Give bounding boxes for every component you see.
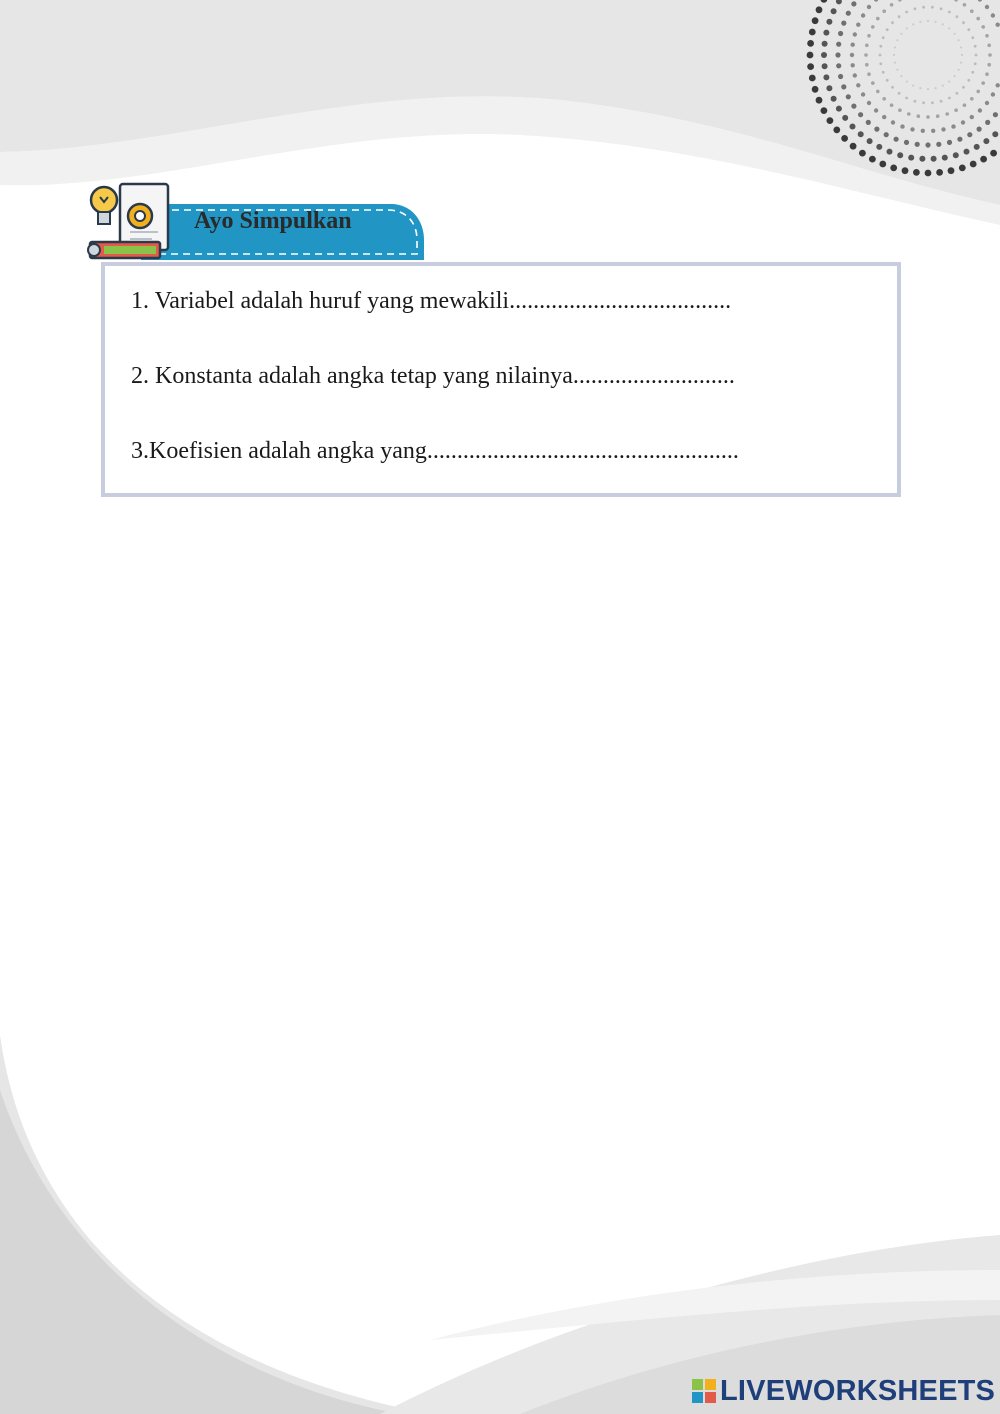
- decoration-dot: [850, 124, 856, 130]
- decoration-dot: [866, 120, 871, 125]
- decoration-dot: [894, 46, 896, 48]
- decoration-dot: [970, 9, 974, 13]
- decoration-dot: [958, 39, 960, 41]
- decoration-dot: [912, 23, 914, 25]
- decoration-dot: [896, 69, 898, 71]
- decoration-dot: [985, 5, 989, 9]
- decoration-dot: [842, 115, 848, 121]
- decoration-dot: [917, 114, 921, 118]
- decoration-dot: [853, 32, 857, 36]
- decoration-dot: [985, 72, 989, 76]
- decoration-dot: [990, 150, 997, 157]
- decoration-dot: [851, 43, 855, 47]
- decoration-dot: [869, 156, 876, 163]
- decoration-dot: [816, 97, 823, 104]
- decoration-dot: [876, 17, 880, 21]
- decoration-dot: [890, 3, 894, 7]
- decoration-dot: [856, 23, 860, 27]
- decoration-dot: [891, 120, 895, 124]
- decoration-dot: [942, 85, 944, 87]
- decoration-dot: [821, 107, 828, 114]
- decoration-dot: [970, 161, 977, 168]
- decoration-dot: [809, 29, 816, 36]
- decoration-dot: [951, 124, 955, 128]
- decoration-dot: [890, 165, 897, 172]
- decoration-dot: [925, 170, 932, 177]
- decoration-dot: [993, 112, 998, 117]
- decoration-dot: [948, 27, 950, 29]
- decoration-dot: [874, 108, 878, 112]
- decoration-dot: [841, 84, 846, 89]
- decoration-dot: [882, 97, 886, 101]
- decoration-dot: [831, 96, 837, 102]
- decoration-dot: [971, 71, 974, 74]
- decoration-dot: [851, 63, 855, 67]
- decoration-dot: [980, 156, 987, 163]
- decoration-dot: [841, 135, 848, 142]
- statement-2: 2. Konstanta adalah angka tetap yang nilainya...........................: [131, 363, 735, 389]
- decoration-dot: [921, 129, 925, 133]
- decoration-dot: [985, 34, 989, 38]
- decoration-dot: [977, 127, 982, 132]
- decoration-dot: [948, 81, 950, 83]
- decoration-dot: [967, 28, 970, 31]
- decoration-dot: [876, 90, 880, 94]
- decoration-dot: [835, 52, 840, 57]
- decoration-dot: [948, 97, 951, 100]
- liveworksheets-logo-icon: [692, 1379, 716, 1403]
- decoration-dot: [985, 101, 989, 105]
- section-title: Ayo Simpulkan: [194, 208, 352, 234]
- decoration-dot: [816, 6, 823, 13]
- decoration-dot: [974, 144, 980, 150]
- decoration-dot: [898, 92, 901, 95]
- decoration-dot: [996, 23, 1000, 27]
- decoration-dot: [807, 63, 814, 70]
- decoration-dot: [964, 149, 970, 155]
- decoration-dot: [859, 150, 866, 157]
- decoration-dot: [963, 3, 967, 7]
- decoration-dot: [884, 132, 889, 137]
- decoration-dot: [922, 6, 925, 9]
- decoration-dot: [948, 11, 951, 14]
- decoration-dot: [974, 62, 977, 65]
- decoration-dot: [887, 149, 893, 155]
- decoration-dot: [914, 7, 917, 10]
- decoration-dot: [975, 54, 978, 57]
- decoration-dot: [960, 46, 962, 48]
- decoration-dot: [963, 103, 967, 107]
- decoration-dot: [822, 41, 828, 47]
- decoration-dot: [867, 5, 871, 9]
- decoration-dot: [936, 114, 940, 118]
- decoration-dot: [822, 63, 828, 69]
- decoration-dot: [827, 117, 834, 124]
- decoration-dot: [991, 92, 995, 96]
- statement-3: 3.Koefisien adalah angka yang....................................................: [131, 438, 739, 464]
- decoration-dot: [891, 21, 894, 24]
- decoration-dot: [987, 44, 991, 48]
- decoration-dot: [935, 87, 937, 89]
- decoration-dot: [900, 75, 902, 77]
- decoration-dot: [976, 90, 980, 94]
- decoration-dot: [882, 115, 886, 119]
- decoration-dot: [900, 124, 904, 128]
- decoration-dot: [807, 52, 814, 59]
- decoration-dot: [956, 92, 959, 95]
- decoration-dot: [879, 161, 886, 168]
- decoration-dot: [961, 54, 963, 56]
- decoration-dot: [991, 13, 995, 17]
- decoration-dot: [988, 53, 992, 57]
- decoration-dot: [833, 126, 840, 133]
- decoration-dot: [914, 100, 917, 103]
- decoration-dot: [967, 79, 970, 82]
- decoration-dot: [902, 167, 909, 174]
- decoration-dot: [882, 71, 885, 74]
- decoration-dot: [947, 140, 952, 145]
- decoration-dot: [927, 20, 929, 22]
- decoration-dot: [945, 112, 949, 116]
- decoration-dot: [894, 137, 899, 142]
- decoration-dot: [976, 17, 980, 21]
- decoration-dot: [919, 87, 921, 89]
- decoration-dot: [879, 62, 882, 65]
- decoration-dot: [981, 81, 985, 85]
- decoration-dot: [925, 142, 930, 147]
- decoration-dot: [861, 92, 865, 96]
- decoration-dot: [826, 85, 832, 91]
- decoration-dot: [967, 132, 972, 137]
- decoration-dot: [807, 40, 814, 47]
- decoration-dot: [850, 53, 854, 57]
- bottom-wave-inner: [0, 1090, 400, 1414]
- decoration-dot: [960, 62, 962, 64]
- decoration-dot: [940, 100, 943, 103]
- decoration-dot: [936, 142, 941, 147]
- decoration-dot: [904, 140, 909, 145]
- decoration-dot: [957, 137, 962, 142]
- decoration-dot: [954, 33, 956, 35]
- decoration-dot: [812, 17, 819, 24]
- decoration-dot: [956, 15, 959, 18]
- decoration-dot: [906, 81, 908, 83]
- decoration-dot: [858, 131, 864, 137]
- decoration-dot: [915, 142, 920, 147]
- decoration-dot: [953, 152, 959, 158]
- decoration-dot: [838, 74, 843, 79]
- decoration-dot: [900, 33, 902, 35]
- decoration-dot: [941, 127, 945, 131]
- decoration-dot: [906, 27, 908, 29]
- decoration-dot: [853, 73, 857, 77]
- decoration-dot: [823, 30, 829, 36]
- decoration-dot: [865, 63, 869, 67]
- decoration-dot: [958, 69, 960, 71]
- decoration-dot: [882, 36, 885, 39]
- decoration-dot: [931, 6, 934, 9]
- decoration-dot: [886, 28, 889, 31]
- decoration-dot: [898, 108, 902, 112]
- decoration-dot: [931, 129, 935, 133]
- decoration-dot: [962, 21, 965, 24]
- decoration-dot: [867, 138, 873, 144]
- decoration-dot: [970, 97, 974, 101]
- decoration-dot: [992, 131, 998, 137]
- decoration-dot: [942, 155, 948, 161]
- decoration-dot: [861, 13, 865, 17]
- decoration-dot: [846, 11, 851, 16]
- decoration-dot: [865, 44, 869, 48]
- decoration-dot: [867, 101, 871, 105]
- decoration-dot: [886, 79, 889, 82]
- decoration-dot: [940, 7, 943, 10]
- liveworksheets-logo: [692, 1374, 995, 1408]
- decoration-dot: [954, 108, 958, 112]
- decoration-dot: [931, 156, 937, 162]
- decoration-dot: [935, 21, 937, 23]
- decoration-dot: [867, 72, 871, 76]
- decoration-dot: [985, 120, 990, 125]
- decoration-dot: [846, 94, 851, 99]
- idea-gear-document-icon: [88, 184, 168, 258]
- decoration-dot: [931, 101, 934, 104]
- decoration-dot: [851, 104, 856, 109]
- decoration-dot: [996, 83, 1000, 87]
- decoration-dot: [926, 115, 930, 119]
- decoration-dot: [905, 11, 908, 14]
- decoration-dot: [850, 143, 857, 150]
- decoration-dot: [954, 75, 956, 77]
- decoration-dot: [826, 19, 832, 25]
- decoration-dot: [841, 21, 846, 26]
- decoration-dot: [871, 81, 875, 85]
- decoration-dot: [874, 127, 879, 132]
- decoration-dot: [864, 53, 868, 57]
- decoration-dot: [907, 112, 911, 116]
- decoration-dot: [970, 115, 974, 119]
- decoration-dot: [919, 21, 921, 23]
- decoration-dot: [858, 112, 863, 117]
- statement-1: 1. Variabel adalah huruf yang mewakili.....................................: [131, 288, 732, 314]
- decoration-dot: [962, 86, 965, 89]
- decoration-dot: [905, 97, 908, 100]
- decoration-dot: [983, 138, 989, 144]
- decoration-dot: [838, 31, 843, 36]
- decoration-dot: [836, 42, 841, 47]
- decoration-dot: [908, 155, 914, 161]
- decoration-dot: [948, 167, 955, 174]
- decoration-dot: [821, 52, 827, 58]
- decoration-dot: [879, 54, 882, 57]
- decoration-dot: [974, 45, 977, 48]
- section-header: [86, 182, 431, 264]
- decoration-dot: [812, 86, 819, 93]
- decoration-dot: [809, 75, 816, 82]
- decoration-dot: [851, 1, 856, 6]
- decoration-dot: [959, 165, 966, 172]
- decoration-dot: [836, 106, 842, 112]
- decoration-dot: [823, 74, 829, 80]
- decoration-dot: [871, 25, 875, 29]
- decoration-dot: [942, 23, 944, 25]
- decoration-dot: [922, 101, 925, 104]
- decoration-dot: [919, 156, 925, 162]
- decoration-dot: [897, 152, 903, 158]
- decoration-dot: [836, 63, 841, 68]
- decoration-dot: [894, 62, 896, 64]
- conclusion-box: [101, 262, 901, 497]
- decoration-dot: [879, 45, 882, 48]
- decoration-dot: [882, 9, 886, 13]
- liveworksheets-logo-text: LIVEWORKSHEETS: [720, 1374, 996, 1407]
- decoration-dot: [971, 36, 974, 39]
- decoration-dot: [912, 85, 914, 87]
- decoration-dot: [961, 120, 965, 124]
- decoration-dot: [896, 39, 898, 41]
- decoration-dot: [913, 169, 920, 176]
- decoration-dot: [893, 54, 895, 56]
- decoration-dot: [910, 127, 914, 131]
- decoration-dot: [978, 108, 982, 112]
- decoration-dot: [981, 25, 985, 29]
- decoration-dot: [898, 15, 901, 18]
- decoration-dot: [890, 103, 894, 107]
- decoration-dot: [927, 88, 929, 90]
- decoration-dot: [856, 83, 860, 87]
- decoration-dot: [876, 144, 882, 150]
- decoration-dot: [936, 169, 943, 176]
- decoration-dot: [987, 63, 991, 67]
- decoration-dot: [867, 34, 871, 38]
- decoration-dot: [891, 86, 894, 89]
- decoration-dot: [831, 8, 837, 14]
